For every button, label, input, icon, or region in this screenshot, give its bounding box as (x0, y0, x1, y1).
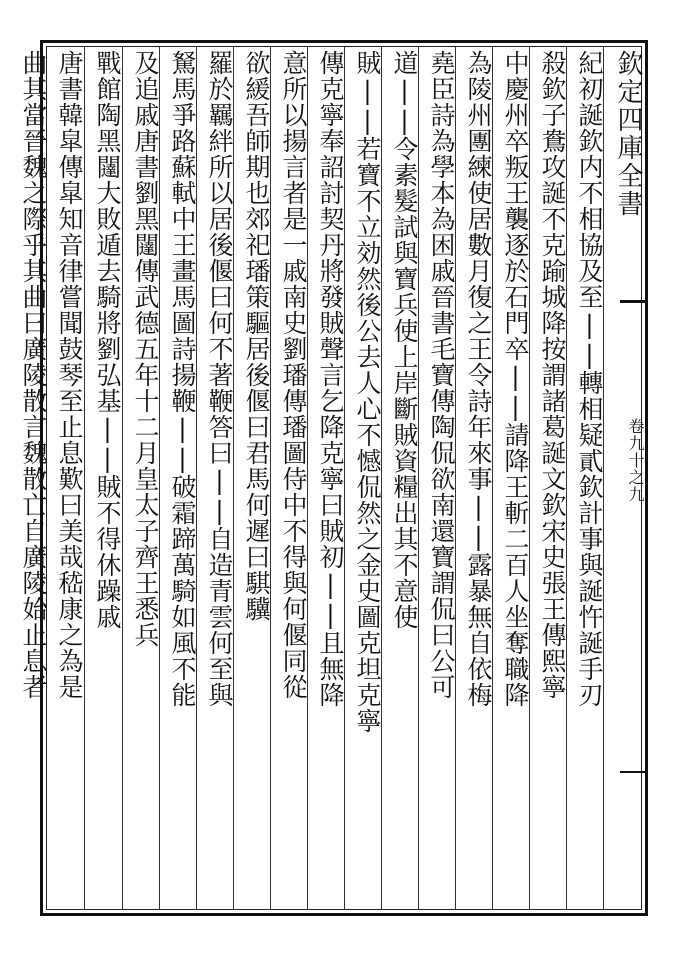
text-column: 曲其當晉魏之際乎其曲曰廣陵散言魏散亡自廣陵始止息者 (19, 50, 48, 700)
book-title: 欽定四庫全書 (613, 50, 643, 218)
volume-label: 卷九十之九 (626, 418, 645, 503)
text-column: 道||令素髮試與寶兵使上岸斷賊資糧出其不意使 (390, 50, 419, 630)
text-column: 賊||若寶不立効然後公去人心不憾侃然之金史圖克坦克寧 (353, 50, 382, 734)
text-column: 中慶州卒叛王襲逐於石門卒||請降王斬二百人坐奪職降 (501, 50, 530, 708)
text-column: 意所以揚言者是一戚南史劉璠傳璠圖侍中不得與何偃同從 (279, 50, 308, 700)
text-column: 傳克寧奉詔討契丹將發賊聲言乞降克寧曰賊初||且無降 (316, 50, 345, 708)
text-column: 為陵州團練使居數月復之王令詩年來事||露暴無自依梅 (464, 50, 493, 708)
side-divider-lower (620, 771, 648, 773)
side-divider (620, 300, 648, 303)
text-column: 及追戚唐書劉黑闥傳武德五年十二月皇太子齊王悉兵 (131, 50, 160, 648)
text-column: 羅於羈絆所以居後偃曰何不著鞭答曰||自造青雲何至與 (205, 50, 234, 708)
text-column: 堯臣詩為學本為困戚晉書毛寶傳陶侃欲南還寶謂侃曰公可 (427, 50, 456, 700)
column-rule (122, 47, 123, 909)
text-column: 戰館陶黑闥大敗遁去騎將劉弘基||賊不得休躁戚 (93, 50, 122, 630)
text-column: 駑馬爭路蘇軾中王畫馬圖詩揚鞭||破霜蹄萬騎如風不能 (168, 50, 197, 708)
text-column: 紀初誕欽内不相協及至||轉相疑貳欽計事與誕忤誕手刃 (575, 50, 604, 708)
text-column: 欲緩吾師期也郊祀璠策驅居後偃曰君馬何遲曰騏驥 (242, 50, 271, 622)
text-column: 殺欽子鴦攻誕不克踰城降按謂諸葛誕文欽宋史張王傳熙寧 (538, 50, 567, 700)
text-column: 唐書韓皐傳皐知音律嘗聞鼓琴至止息歎曰美哉嵇康之為是 (55, 50, 84, 700)
column-rule (84, 47, 85, 909)
